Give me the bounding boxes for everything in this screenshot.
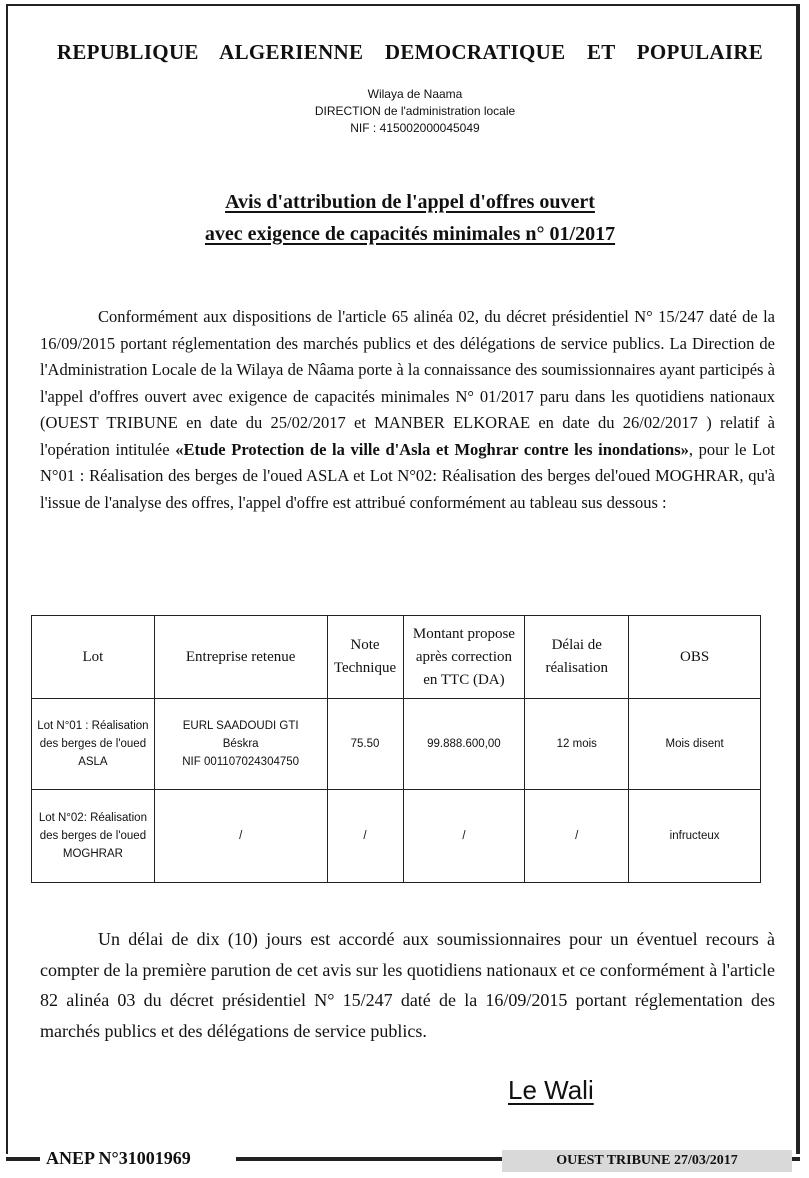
cell-montant: /: [403, 790, 525, 883]
intro-text-start: Conformément aux dispositions de l'article 65 alinéa 02, du décret présidentiel N° 15/247 daté de la 16/09/2015 portant réglementation des marchés publics et des délégations de service publics. La Direction de l'Administration Locale de la Wilaya de Nâama porte à la connaissance des soumissionnaires ayant participés à l'appel d'offres ouvert avec exigence de capacités minimales N° 01/2017 paru dans les quotidiens nationaux (OUEST TRIBUNE en date du 25/02/2017 et MANBER ELKORAE en date du 26/02/2017 ) relatif à l'opération intitulée: [40, 307, 775, 459]
anep-reference: ANEP N°31001969: [40, 1148, 197, 1169]
appeal-text: Un délai de dix (10) jours est accordé aux soumissionnaires pour un éventuel recours à compter de la première parution de cet avis sur les quotidiens nationaux et ce conformément à l'article 82 alinéa 03 du décret présidentiel N° 15/247 daté de la 16/09/2015 portant réglementation des marchés publics et des délégations de service publics.: [40, 929, 775, 1041]
entreprise-city: Béskra: [222, 738, 259, 750]
cell-lot: Lot N°01 : Réalisation des berges de l'oued ASLA: [32, 699, 155, 790]
entreprise-nif: NIF 001107024304750: [182, 756, 300, 768]
header-montant: Montant propose après correction en TTC (DA): [403, 616, 525, 699]
direction-line: DIRECTION de l'administration locale: [314, 104, 516, 118]
issuer-block: [250, 86, 580, 137]
intro-text-end: , pour le Lot N°01 : Réalisation des berges de l'oued ASLA et Lot N°02: Réalisation des berges del'oued MOGHRAR, qu'à l'issue de l'analyse des offres, l'appel d'offre est attribué conformément au tableau sus dessous :: [40, 439, 775, 512]
nif-line: NIF : 415002000045049: [350, 121, 480, 135]
footer-rule-left: [6, 1157, 40, 1161]
footer-rule-right: [792, 1157, 800, 1161]
award-table: [31, 615, 761, 883]
header-entreprise: Entreprise retenue: [154, 616, 327, 699]
notice-title-line-2: avec exigence de capacités minimales n° 01/2017: [204, 223, 616, 245]
cell-montant: 99.888.600,00: [403, 699, 525, 790]
signature: Le Wali: [508, 1075, 594, 1105]
header-lot: Lot: [32, 616, 155, 699]
entreprise-name: /: [239, 830, 243, 842]
table-header-row: [32, 616, 761, 699]
table-row: [32, 699, 761, 790]
cell-obs: Mois disent: [629, 699, 761, 790]
operation-name: «Etude Protection de la ville d'Asla et Moghrar contre les inondations»: [175, 439, 689, 459]
cell-lot: Lot N°02: Réalisation des berges de l'oued MOGHRAR: [32, 790, 155, 883]
entreprise-name: EURL SAADOUDI GTI: [182, 720, 299, 732]
cell-note: /: [327, 790, 403, 883]
notice-title: [60, 186, 760, 250]
cell-entreprise: [154, 790, 327, 883]
notice-title-line-1: Avis d'attribution de l'appel d'offres ouvert: [225, 191, 595, 213]
cell-note: 75.50: [327, 699, 403, 790]
appeal-paragraph: [40, 924, 775, 1046]
header-obs: OBS: [629, 616, 761, 699]
cell-entreprise: [154, 699, 327, 790]
republic-heading: REPUBLIQUE ALGERIENNE DEMOCRATIQUE ET POPULAIRE: [56, 40, 764, 64]
publication-source: OUEST TRIBUNE 27/03/2017: [502, 1150, 792, 1172]
cell-delai: 12 mois: [525, 699, 629, 790]
intro-paragraph: [40, 304, 775, 516]
header-note: Note Technique: [327, 616, 403, 699]
table-row: [32, 790, 761, 883]
cell-delai: /: [525, 790, 629, 883]
wilaya-line: Wilaya de Naama: [367, 87, 463, 101]
footer-rule-middle: [236, 1157, 502, 1161]
cell-obs: infructeux: [629, 790, 761, 883]
header-delai: Délai de réalisation: [525, 616, 629, 699]
